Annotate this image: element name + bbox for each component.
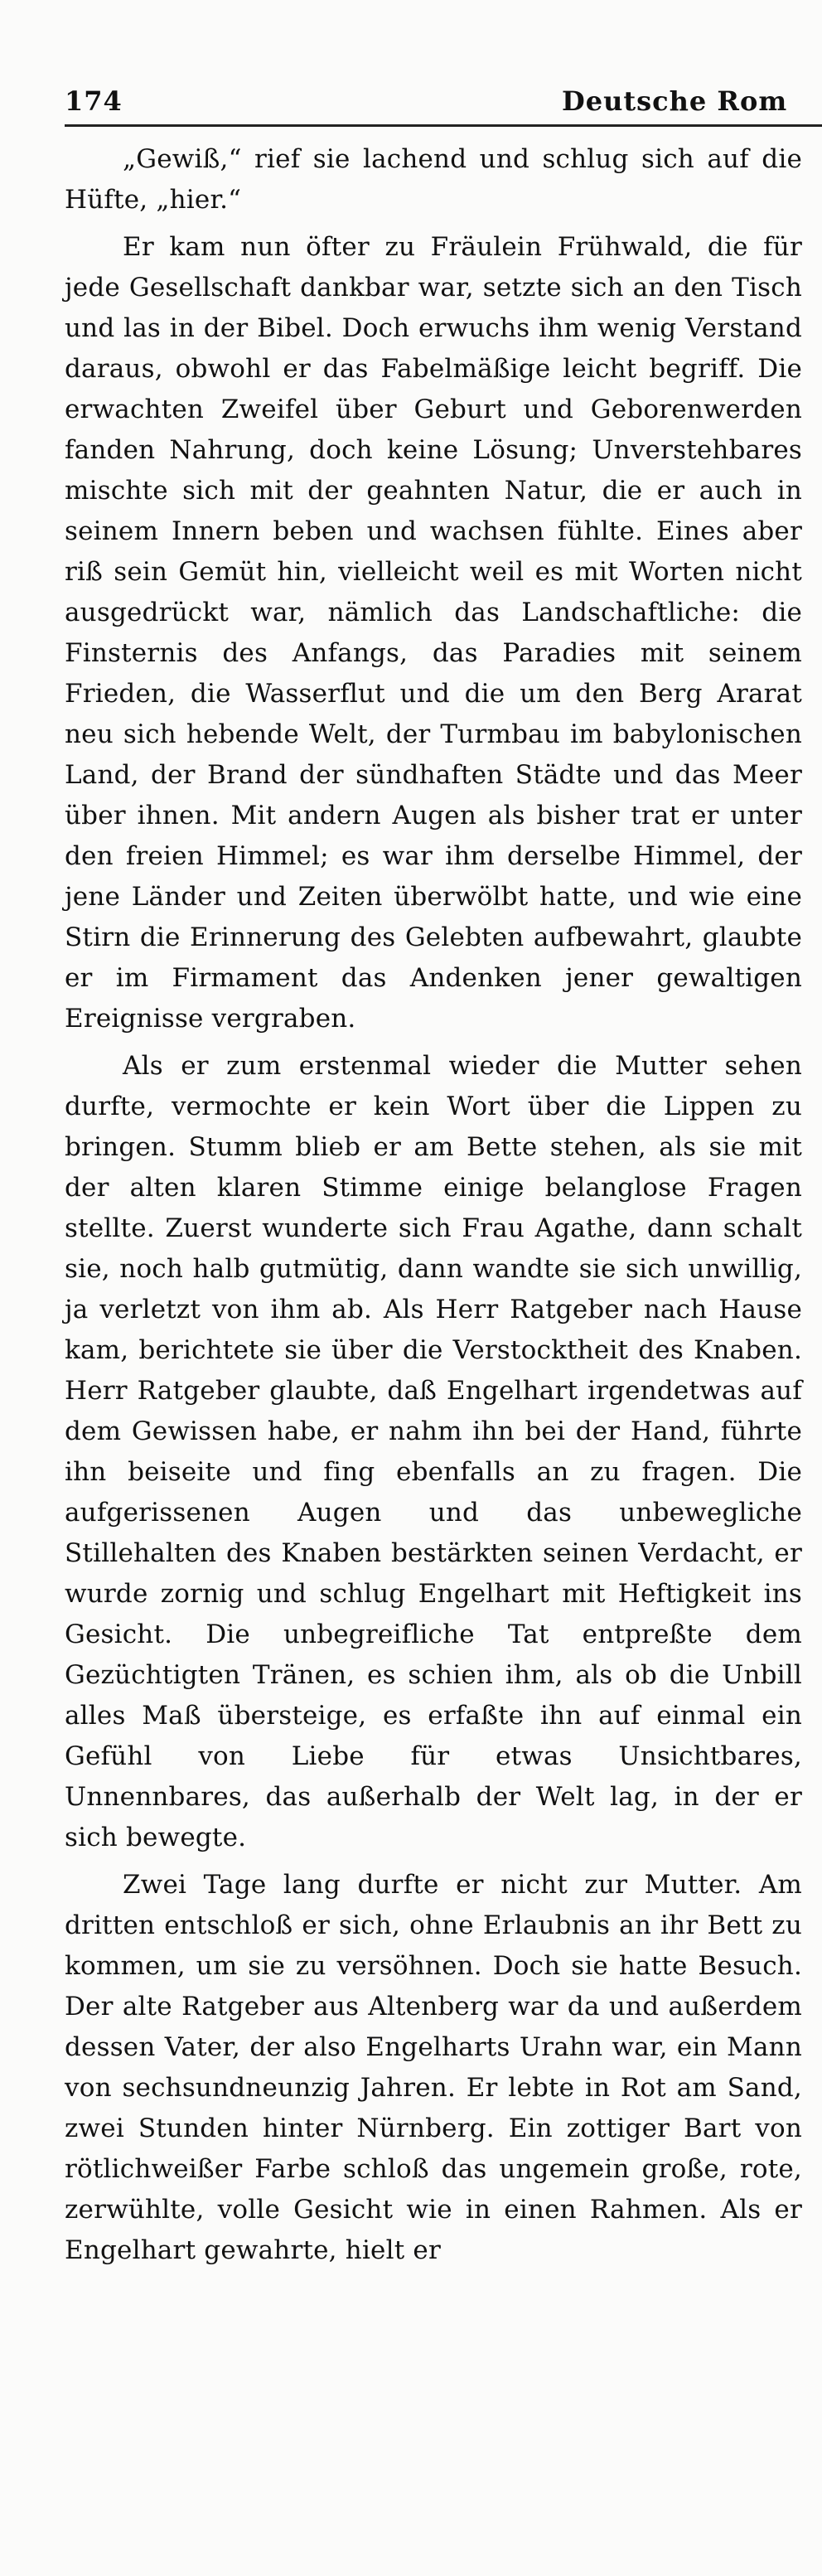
page-number: 174 <box>65 85 123 117</box>
paragraph-1 <box>65 139 802 220</box>
paragraph-4: Zwei Tage lang durfte er nicht zur Mutter. Am dritten entschloß er sich, ohne Erlaubnis an ihr Bett zu kommen, um sie zu versöhnen. Doch sie hatte Besuch. Der alte Ratgeber aus Altenberg war da und außerdem dessen Vater, der also Engelharts Urahn war, ein Mann von sechsundneunzig Jahren. Er lebte in Rot am Sand, zwei Stunden hinter Nürnberg. Ein zottiger Bart von rötlichweißer Farbe schloß das ungemein große, rote, zerwühlte, volle Gesicht wie in einen Rahmen. Als er Engelhart gewahrte, hielt er <box>65 1870 802 2265</box>
paragraph-1-text: „Gewiß,“ rief sie lachend und schlug sich auf die Hüfte, „hier.“ <box>65 144 802 215</box>
header-rule <box>65 124 822 127</box>
page-header <box>65 80 822 121</box>
running-title: Deutsche Rom <box>562 85 788 117</box>
paragraph-3: Als er zum erstenmal wieder die Mutter sehen durfte, vermochte er kein Wort über die Lippen zu bringen. Stumm blieb er am Bette stehen, als sie mit der alten klaren Stimme einige belanglose Fragen stellte. Zuerst wunderte sich Frau Agathe, dann schalt sie, noch halb gutmütig, dann wandte sie sich unwillig, ja verletzt von ihm ab. Als Herr Ratgeber nach Hause kam, berichtete sie über die Verstocktheit des Knaben. Herr Ratgeber glaubte, daß Engelhart irgendetwas auf dem Gewissen habe, er nahm ihn bei der Hand, führte ihn beiseite und fing ebenfalls an zu fragen. Die aufgerissenen Augen und das unbewegliche Stillehalten des Knaben bestärkten seinen Verdacht, er wurde zornig und schlug Engelhart mit Heftigkeit ins Gesicht. Die unbegreifliche Tat entpreßte dem Gezüchtigten Tränen, es schien ihm, als ob die Unbill alles Maß übersteige, es erfaßte ihn auf einmal ein Gefühl von Liebe für etwas Unsichtbares, Unnennbares, das außerhalb der Welt lag, in der er sich bewegte. <box>65 1051 802 1852</box>
body-text <box>65 139 802 2278</box>
paragraph-2: Er kam nun öfter zu Fräulein Frühwald, die für jede Gesellschaft dankbar war, setzte sich an den Tisch und las in der Bibel. Doch erwuchs ihm wenig Verstand daraus, obwohl er das Fabelmäßige leicht begriff. Die erwachten Zweifel über Geburt und Geborenwerden fanden Nahrung, doch keine Lösung; Unverstehbares mischte sich mit der geahnten Natur, die er auch in seinem Innern beben und wachsen fühlte. Eines aber riß sein Gemüt hin, vielleicht weil es mit Worten nicht ausgedrückt war, nämlich das Landschaftliche: die Finsternis des Anfangs, das Paradies mit seinem Frieden, die Wasserflut und die um den Berg Ararat neu sich hebende Welt, der Turmbau im babylonischen Land, der Brand der sündhaften Städte und das Meer über ihnen. Mit andern Augen als bisher trat er unter den freien Himmel; es war ihm derselbe Himmel, der jene Länder und Zeiten überwölbt hatte, und wie eine Stirn die Erinnerung des Gelebten aufbewahrt, glaubte er im Firmament das Andenken jener gewaltigen Ereignisse vergraben. <box>65 232 802 1034</box>
